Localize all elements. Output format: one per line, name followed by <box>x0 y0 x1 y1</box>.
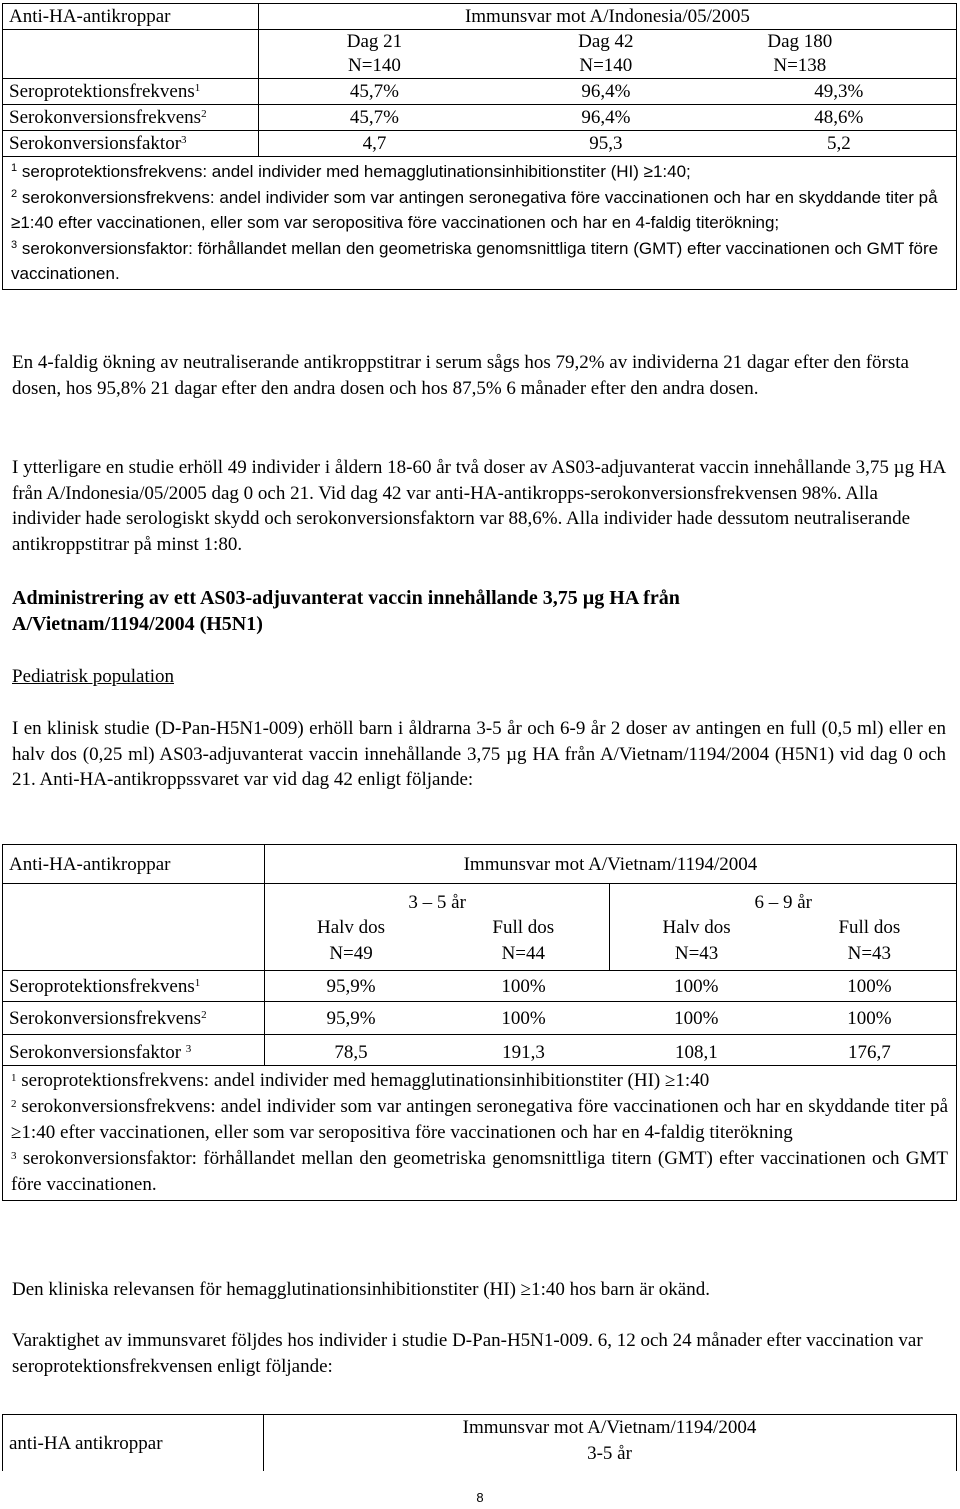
footnote-2: $^2$ serokonversionsfrekvens: andel individer som var antingen seronegativa före vaccinationen och har en skyddande titer på ≥1:40 efter vaccinationen, eller som var seropositiva före vaccinationen och har en 4-faldig titerökning <box>11 1096 948 1143</box>
table-subheader-row <box>3 30 957 79</box>
table-row: Serokonversionsfrekvens$^2$ 45,7% 96,4% 48,6% <box>3 105 957 131</box>
table-immunsvar-vietnam <box>2 844 957 1201</box>
section-heading: Administrering av ett AS03-adjuvanterat vaccin innehållande 3,75 µg HA från A/Vietnam/1194/2004 (H5N1) <box>12 587 680 635</box>
table-footnotes <box>3 157 957 290</box>
age-group-header: 6 – 9 år <box>754 892 812 913</box>
col-header: Halv dos N=43 <box>610 915 783 971</box>
table-header-right: Immunsvar mot A/Vietnam/1194/2004 3-5 år <box>462 1417 757 1464</box>
age-group-header: 3 – 5 år <box>264 884 610 916</box>
paragraph-clinical-relevance: Den kliniska relevansen för hemagglutinationsinhibitionstiter (HI) ≥1:40 hos barn är okänd. <box>12 1279 710 1300</box>
table-row: Seroprotektionsfrekvens$^1$ 95,9% 100% 100% 100% <box>3 971 957 1002</box>
col-header: Halv dos N=49 <box>264 915 437 971</box>
table-header-right: Immunsvar mot A/Indonesia/05/2005 <box>258 4 956 30</box>
paragraph-duration: Varaktighet av immunsvaret följdes hos individer i studie D-Pan-H5N1-009. 6, 12 och 24 månader efter vaccination var seroprotektionsfrekvensen enligt följande: <box>12 1330 923 1377</box>
table-header-right: Immunsvar mot A/Vietnam/1194/2004 <box>264 845 956 884</box>
table-row: Serokonversionsfrekvens$^2$ 95,9% 100% 100% 100% <box>3 1002 957 1035</box>
col-header: Full dos N=43 <box>783 915 957 971</box>
table-header-left: Anti-HA-antikroppar <box>3 4 259 30</box>
table-header-left: anti-HA antikroppar <box>3 1415 264 1472</box>
footnote-2: $^2$ serokonversionsfrekvens: andel individer som var antingen seronegativa före vaccinationen och har en skyddande titer på ≥1:40 efter vaccinationen, eller som var seropositiva före vaccinationen och har en 4-faldig titerökning; <box>11 187 938 232</box>
col-header: Dag 42 N=140 <box>490 30 722 79</box>
footnote-3: $^3$ serokonversionsfaktor: förhållandet mellan den geometriska genomsnittliga titern (GMT) efter vaccinationen och GMT före vaccinationen. <box>11 1148 948 1195</box>
table-header-left: Anti-HA-antikroppar <box>3 845 265 884</box>
table-immunsvar-indonesia <box>2 3 957 290</box>
footnote-3: $^3$ serokonversionsfaktor: förhållandet mellan den geometriska genomsnittliga titern (GMT) efter vaccinationen och GMT före vaccinationen. <box>11 238 939 283</box>
table-footnotes <box>3 1066 957 1201</box>
col-header: Full dos N=44 <box>437 915 610 971</box>
table-duration-vietnam <box>2 1414 957 1471</box>
table-row: Serokonversionsfaktor $^3$ 78,5 191,3 108,1 176,7 <box>3 1035 957 1066</box>
paragraph-neutralizing: En 4-faldig ökning av neutraliserande antikroppstitrar i serum sågs hos 79,2% av individerna 21 dagar efter den första dosen, hos 95,8% 21 dagar efter den andra dosen och hos 87,5% 6 månader efter den andra dosen. <box>12 352 909 399</box>
table-row: Serokonversionsfaktor$^3$ 4,7 95,3 5,2 <box>3 131 957 157</box>
page-number: 8 <box>476 1490 484 1505</box>
paragraph-pediatric-study: I en klinisk studie (D-Pan-H5N1-009) erhöll barn i åldrarna 3-5 år och 6-9 år 2 doser av antingen en full (0,5 ml) eller en halv dos (0,25 ml) AS03-adjuvanterat vaccin innehållande 3,75 µg HA från A/Vietnam/1194/2004 (H5N1) vid dag 0 och 21. Anti-HA-antikroppssvaret var vid dag 42 enligt följande: <box>12 718 946 790</box>
table-header-row <box>3 4 957 30</box>
footnote-1: $^1$ seroprotektionsfrekvens: andel individer med hemagglutinationsinhibitionstiter (HI) ≥1:40; <box>11 162 691 181</box>
col-header: Dag 21 N=140 <box>258 30 490 79</box>
col-header: Dag 180 N=138 <box>722 30 957 79</box>
paragraph-further-study: I ytterligare en studie erhöll 49 individer i åldern 18-60 år två doser av AS03-adjuvanterat vaccin innehållande 3,75 µg HA från A/Indonesia/05/2005 dag 0 och 21. Vid dag 42 var anti-HA-antikropps-serokonversionsfrekvensen 98%. Alla individer hade serologiskt skydd och serokonversionsfaktorn var 88,6%. Alla individer hade dessutom neutraliserande antikroppstitrar på minst 1:80. <box>12 457 946 555</box>
subheading-pediatric: Pediatrisk population <box>12 666 175 687</box>
footnote-1: $^1$ seroprotektionsfrekvens: andel individer med hemagglutinationsinhibitionstiter (HI) ≥1:40 <box>11 1070 710 1091</box>
table-row: Seroprotektionsfrekvens$^1$ 45,7% 96,4% 49,3% <box>3 79 957 105</box>
